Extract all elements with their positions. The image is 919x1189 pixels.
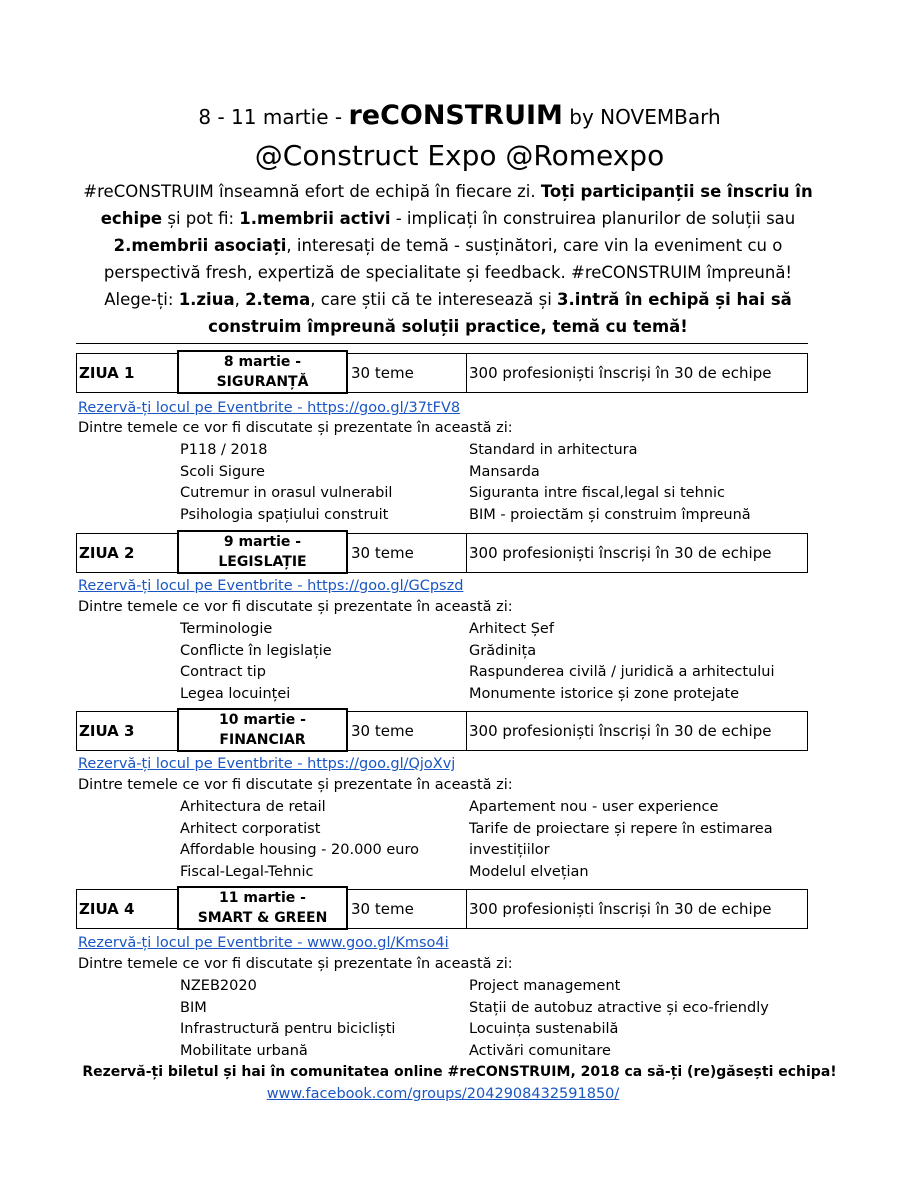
intro-bold: 1.membrii activi	[239, 209, 391, 228]
intro-text: ,	[234, 290, 246, 309]
topic-item: Arhitect Șef	[469, 621, 554, 637]
day-row-1	[76, 353, 808, 393]
eventbrite-link-day-3[interactable]: Rezervă-ți locul pe Eventbrite - https://goo.gl/QjoXvj	[78, 756, 456, 772]
topic-item: Tarife de proiectare și repere în estimarea	[469, 820, 773, 837]
topic-item: Contract tip	[180, 664, 266, 680]
topics-left-col	[180, 619, 332, 705]
day-date: 8 martie -	[223, 354, 302, 370]
day-row-4	[76, 889, 808, 929]
day-teme: 30 teme	[351, 722, 414, 740]
day-date-box	[177, 886, 348, 930]
day-teme: 30 teme	[351, 364, 414, 382]
intro-text: , interesați de temă - susținători, care vin la eveniment cu o perspectivă fresh, expertiză de specialitate și feedback. #reCONSTRUIM împreună! Alege-ți:	[103, 236, 793, 309]
intro-bold: 1.ziua	[178, 290, 235, 309]
day-date-box	[177, 350, 348, 394]
topics-intro: Dintre temele ce vor fi discutate și prezentate în această zi:	[78, 956, 513, 972]
topic-item: Project management	[469, 978, 621, 994]
day-row-2	[76, 533, 808, 573]
intro-bold: 3.intră în echipă și hai să construim împreună soluții practice, temă cu temă!	[208, 290, 792, 336]
day-label: ZIUA 2	[79, 544, 135, 562]
topic-item: Standard in arhitectura	[469, 442, 638, 458]
cell-divider	[466, 712, 467, 750]
day-professionals: 300 profesioniști înscriși în 30 de echipe	[469, 722, 772, 740]
cell-divider	[466, 534, 467, 572]
topic-item: Legea locuinței	[180, 685, 291, 702]
day-date: 11 martie -	[219, 890, 306, 906]
topics-intro: Dintre temele ce vor fi discutate și prezentate în această zi:	[78, 420, 513, 436]
topic-item: NZEB2020	[180, 978, 257, 994]
topics-right-col	[469, 619, 775, 705]
cell-divider	[466, 354, 467, 392]
intro-text: și pot fi:	[162, 209, 240, 228]
day-teme: 30 teme	[351, 544, 414, 562]
intro-text: - implicați în construirea planurilor de soluții sau	[390, 209, 796, 228]
cell-divider	[466, 890, 467, 928]
topic-item: Arhitect corporatist	[180, 820, 321, 837]
topic-item: investițiilor	[469, 842, 550, 858]
event-organizer: by NOVEMBarh	[562, 105, 721, 129]
topic-item: Stații de autobuz atractive și eco-friendly	[469, 999, 769, 1016]
topic-item: Locuința sustenabilă	[469, 1021, 619, 1037]
day-professionals: 300 profesioniști înscriși în 30 de echipe	[469, 364, 772, 382]
day-professionals: 300 profesioniști înscriși în 30 de echipe	[469, 544, 772, 562]
topic-item: Monumente istorice și zone protejate	[469, 685, 740, 702]
topic-item: Psihologia spațiului construit	[180, 506, 389, 523]
topic-item: P118 / 2018	[180, 442, 268, 458]
day-theme: LEGISLAȚIE	[218, 554, 307, 570]
topics-right-col	[469, 797, 773, 883]
topic-item: Terminologie	[180, 621, 273, 637]
eventbrite-link-day-4[interactable]: Rezervă-ți locul pe Eventbrite - www.goo.gl/Kmso4i	[78, 935, 449, 951]
facebook-group-link[interactable]: www.facebook.com/groups/2042908432591850/	[266, 1086, 620, 1102]
intro-bold: Toți participanții se înscriu în echipe	[100, 182, 813, 228]
event-title	[0, 100, 919, 133]
intro-text: #reCONSTRUIM înseamnă efort de echipă în fiecare zi.	[83, 182, 541, 201]
topics-intro: Dintre temele ce vor fi discutate și prezentate în această zi:	[78, 777, 513, 793]
topic-item: BIM - proiectăm și construim împreună	[469, 506, 751, 523]
day-row-3	[76, 711, 808, 751]
topic-item: BIM	[180, 999, 207, 1016]
topics-intro: Dintre temele ce vor fi discutate și prezentate în această zi:	[78, 599, 513, 615]
day-theme: SMART & GREEN	[197, 910, 328, 926]
topic-item: Arhitectura de retail	[180, 799, 326, 815]
topics-right-col	[469, 440, 751, 526]
day-theme: FINANCIAR	[219, 732, 306, 748]
day-date: 9 martie -	[223, 534, 302, 550]
day-professionals: 300 profesioniști înscriși în 30 de echipe	[469, 900, 772, 918]
topic-item: Mobilitate urbană	[180, 1042, 308, 1059]
topic-item: Cutremur in orasul vulnerabil	[180, 485, 393, 501]
topic-item: Infrastructură pentru bicicliști	[180, 1021, 396, 1037]
day-teme: 30 teme	[351, 900, 414, 918]
intro-text: , care știi că te interesează și	[310, 290, 558, 309]
topic-item: Scoli Sigure	[180, 463, 265, 480]
topic-item: Apartement nou - user experience	[469, 799, 719, 815]
topic-item: Affordable housing - 20.000 euro	[180, 842, 419, 858]
divider	[76, 343, 808, 344]
topic-item: Conflicte în legislație	[180, 642, 332, 659]
day-label: ZIUA 3	[79, 722, 135, 740]
topic-item: Modelul elvețian	[469, 863, 589, 880]
day-theme: SIGURANȚĂ	[216, 374, 309, 390]
eventbrite-link-day-1[interactable]: Rezervă-ți locul pe Eventbrite - https://goo.gl/37tFV8	[78, 400, 461, 416]
topic-item: Fiscal-Legal-Tehnic	[180, 863, 314, 880]
day-label: ZIUA 1	[79, 364, 135, 382]
day-label: ZIUA 4	[79, 900, 135, 918]
topics-left-col	[180, 797, 419, 883]
event-subtitle: @Construct Expo @Romexpo	[254, 139, 665, 172]
day-date-box	[177, 530, 348, 574]
eventbrite-link-day-2[interactable]: Rezervă-ți locul pe Eventbrite - https://goo.gl/GCpszd	[78, 578, 464, 594]
intro-bold: 2.tema	[245, 290, 311, 309]
topic-item: Siguranta intre fiscal,legal si tehnic	[469, 485, 725, 501]
day-date-box	[177, 708, 348, 752]
topics-right-col	[469, 976, 769, 1062]
event-dates: 8 - 11 martie -	[198, 105, 349, 129]
intro-bold: 2.membrii asociați	[113, 236, 287, 255]
topic-item: Grădinița	[469, 642, 537, 659]
footer-cta: Rezervă-ți biletul și hai în comunitatea online #reCONSTRUIM, 2018 ca să-ți (re)găsești echipa!	[82, 1064, 837, 1080]
topics-left-col	[180, 976, 395, 1062]
event-brand: reCONSTRUIM	[348, 100, 563, 131]
topic-item: Mansarda	[469, 463, 540, 480]
topics-left-col	[180, 440, 392, 526]
topic-item: Raspunderea civilă / juridică a arhitectului	[469, 664, 775, 680]
day-date: 10 martie -	[219, 712, 306, 728]
intro-paragraph	[78, 178, 818, 340]
topic-item: Activări comunitare	[469, 1042, 611, 1059]
